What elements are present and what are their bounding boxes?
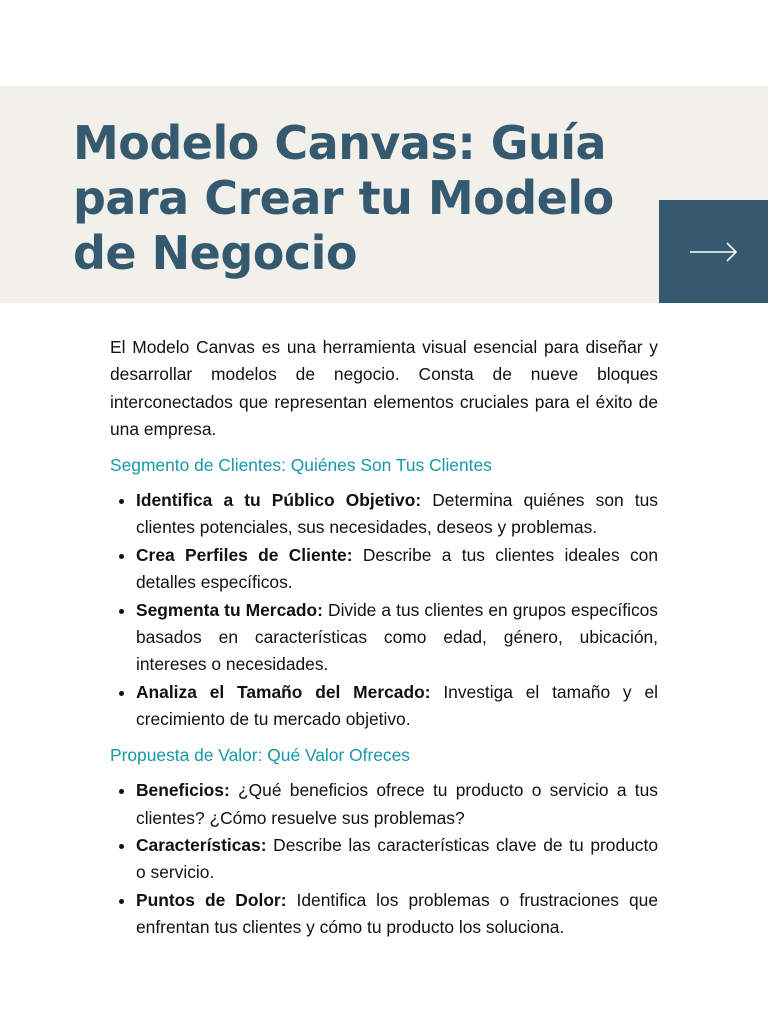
list-item-term: Puntos de Dolor: bbox=[136, 889, 287, 910]
list-item-text: Identifica los problemas o frustraciones que enfrentan tus clientes y cómo tu producto los soluciona. bbox=[136, 889, 658, 938]
list-item bbox=[136, 832, 658, 887]
arrow-right-icon bbox=[689, 240, 739, 264]
list-item-term: Crea Perfiles de Cliente: bbox=[136, 544, 353, 565]
list-item-term: Beneficios: bbox=[136, 780, 230, 801]
list-item-text: Describe las características clave de tu producto o servicio. bbox=[136, 834, 658, 883]
page-title: Modelo Canvas: Guía para Crear tu Modelo de Negocio bbox=[73, 116, 614, 280]
list-item-term: Segmenta tu Mercado: bbox=[136, 599, 323, 620]
list-item-text: Describe a tus clientes ideales con detalles específicos. bbox=[136, 544, 658, 593]
list-item bbox=[136, 887, 658, 942]
list-item-term: Identifica a tu Público Objetivo: bbox=[136, 490, 422, 511]
list-item-text: Investiga el tamaño y el crecimiento de tu mercado objetivo. bbox=[136, 681, 658, 730]
section-heading-clientes: Segmento de Clientes: Quiénes Son Tus Clientes bbox=[110, 454, 492, 475]
section-heading-propuesta: Propuesta de Valor: Qué Valor Ofreces bbox=[110, 744, 410, 765]
list-item-term: Analiza el Tamaño del Mercado: bbox=[136, 681, 431, 702]
next-page-button[interactable] bbox=[659, 200, 768, 303]
article-body bbox=[110, 334, 658, 950]
list-item-text: Divide a tus clientes en grupos específicos basados en características como edad, género, ubicación, intereses o necesidades. bbox=[136, 599, 659, 675]
list-item bbox=[136, 597, 658, 679]
list-item-text: ¿Qué beneficios ofrece tu producto o servicio a tus clientes? ¿Cómo resuelve sus problemas? bbox=[136, 780, 658, 828]
list-item bbox=[136, 777, 658, 832]
intro-paragraph: El Modelo Canvas es una herramienta visual esencial para diseñar y desarrollar modelos de negocio. Consta de nueve bloques interconectados que representan elementos cruciales para el éxito de una empresa. bbox=[110, 337, 658, 440]
list-item-text: Determina quiénes son tus clientes potenciales, sus necesidades, deseos y problemas. bbox=[136, 490, 658, 538]
list-propuesta bbox=[110, 777, 658, 941]
list-item-term: Características: bbox=[136, 834, 267, 855]
list-clientes bbox=[110, 487, 658, 734]
list-item bbox=[136, 679, 658, 734]
list-item bbox=[136, 487, 658, 542]
list-item bbox=[136, 542, 658, 597]
hero-banner bbox=[0, 86, 768, 303]
